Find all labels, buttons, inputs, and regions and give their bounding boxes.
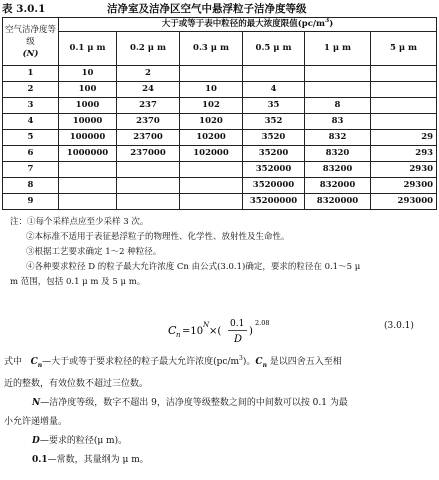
table-caption: 洁净室及洁净区空气中悬浮粒子洁净度等级: [107, 3, 307, 15]
class-cell: 1: [3, 66, 59, 82]
value-cell: [371, 114, 437, 130]
formula-times: ×(: [209, 326, 222, 337]
value-cell: [59, 178, 117, 194]
class-column-header: 空气洁净度等级 (N): [3, 18, 59, 66]
value-cell: [371, 82, 437, 98]
variable-descriptions: [4, 353, 434, 470]
size-header: 0.3 μ m: [180, 32, 243, 66]
value-cell: [180, 66, 243, 82]
class-cell: 3: [3, 98, 59, 114]
value-cell: 8320: [305, 146, 371, 162]
note-4: ④各种要求粒径 D 的粒子最大允许浓度 Cn 由公式(3.0.1)确定，要求的粒径在 0.1～5 μ: [26, 262, 361, 272]
value-cell: 83200: [305, 162, 371, 178]
value-cell: 832000: [305, 178, 371, 194]
table-row: [3, 114, 437, 130]
value-cell: 4: [243, 82, 305, 98]
formula-numerator: 0.1: [230, 319, 245, 329]
cleanliness-class-table: [2, 17, 437, 210]
table-row: [3, 98, 437, 114]
formula-block: [0, 306, 439, 350]
value-cell: 2370: [117, 114, 180, 130]
note-4-continued: m 范围，包括 0.1 μ m 及 5 μ m。: [10, 277, 146, 287]
value-cell: 10: [180, 82, 243, 98]
value-cell: [305, 66, 371, 82]
n-definition-continued: 小允许递增量。: [4, 416, 68, 427]
table-row: [3, 82, 437, 98]
constant-definition: 0.1—常数，其量纲为 μ m。: [32, 454, 149, 465]
d-definition: D—要求的粒径(μ m)。: [32, 435, 128, 446]
value-cell: 10200: [180, 130, 243, 146]
formula-lhs: C: [168, 324, 177, 337]
value-cell: 24: [117, 82, 180, 98]
value-cell: [243, 66, 305, 82]
size-header: 1 μ m: [305, 32, 371, 66]
concentration-formula: [166, 312, 276, 348]
value-cell: 35200: [243, 146, 305, 162]
value-cell: 2930: [371, 162, 437, 178]
class-cell: 5: [3, 130, 59, 146]
size-header: 0.2 μ m: [117, 32, 180, 66]
formula-power: 2.08: [255, 319, 270, 327]
value-cell: 1000000: [59, 146, 117, 162]
class-cell: 6: [3, 146, 59, 162]
value-cell: [59, 194, 117, 210]
value-cell: [180, 162, 243, 178]
concentration-group-header: 大于或等于表中粒径的最大浓度限值$(pc/m^3)$: [59, 18, 437, 32]
formula-exp: N: [203, 321, 210, 329]
table-row: [3, 146, 437, 162]
formula-eq: =10: [182, 326, 204, 337]
value-cell: [180, 178, 243, 194]
value-cell: [117, 162, 180, 178]
table-title: [2, 2, 434, 16]
note-1: 注：①每个采样点应至少采样 3 次。: [10, 217, 149, 227]
class-cell: 8: [3, 178, 59, 194]
value-cell: 8: [305, 98, 371, 114]
table-notes: [10, 215, 435, 290]
table-row: [3, 66, 437, 82]
value-cell: 293: [371, 146, 437, 162]
formula-denominator: D: [234, 334, 243, 345]
value-cell: 102000: [180, 146, 243, 162]
size-header: 0.1 μ m: [59, 32, 117, 66]
cn-definition: 式中 $C_n—$大于或等于要求粒径的粒子最大允许浓度$(pc/m^3)$。$C_n$ 是以四舍五入至相: [4, 355, 342, 369]
formula-number: (3.0.1): [384, 321, 414, 331]
value-cell: [305, 82, 371, 98]
table-row: [3, 194, 437, 210]
notes-label: 注：: [10, 217, 28, 227]
value-cell: 83: [305, 114, 371, 130]
class-cell: 2: [3, 82, 59, 98]
value-cell: 10: [59, 66, 117, 82]
value-cell: 29: [371, 130, 437, 146]
value-cell: [180, 194, 243, 210]
value-cell: [117, 194, 180, 210]
value-cell: 35200000: [243, 194, 305, 210]
value-cell: 29300: [371, 178, 437, 194]
value-cell: 35: [243, 98, 305, 114]
n-definition: N—洁净度等级，数字不超出 9，洁净度等级整数之间的中间数可以按 0.1 为最: [32, 397, 348, 408]
value-cell: 100000: [59, 130, 117, 146]
table-row: [3, 162, 437, 178]
note-2: ②本标准不适用于表征悬浮粒子的物理性、化学性、放射性及生命性。: [26, 232, 290, 242]
table-number: 表 3.0.1: [2, 3, 46, 15]
value-cell: 2: [117, 66, 180, 82]
value-cell: 10000: [59, 114, 117, 130]
class-cell: 4: [3, 114, 59, 130]
value-cell: [117, 178, 180, 194]
value-cell: 237000: [117, 146, 180, 162]
table-row: [3, 130, 437, 146]
formula-lhs-sub: n: [176, 331, 181, 339]
value-cell: [371, 98, 437, 114]
value-cell: 100: [59, 82, 117, 98]
value-cell: 293000: [371, 194, 437, 210]
size-header: 5 μ m: [371, 32, 437, 66]
value-cell: 3520000: [243, 178, 305, 194]
value-cell: [59, 162, 117, 178]
value-cell: 237: [117, 98, 180, 114]
value-cell: [371, 66, 437, 82]
class-cell: 9: [3, 194, 59, 210]
table-row: [3, 178, 437, 194]
formula-close: ): [249, 326, 253, 337]
size-header: 0.5 μ m: [243, 32, 305, 66]
value-cell: 102: [180, 98, 243, 114]
value-cell: 1000: [59, 98, 117, 114]
class-cell: 7: [3, 162, 59, 178]
value-cell: 352: [243, 114, 305, 130]
value-cell: 3520: [243, 130, 305, 146]
value-cell: 23700: [117, 130, 180, 146]
value-cell: 1020: [180, 114, 243, 130]
value-cell: 8320000: [305, 194, 371, 210]
value-cell: 352000: [243, 162, 305, 178]
note-3: ③根据工艺要求确定 1～2 种粒径。: [26, 247, 162, 257]
cn-definition-continued: 近的整数，有效位数不超过三位数。: [4, 378, 149, 389]
value-cell: 832: [305, 130, 371, 146]
